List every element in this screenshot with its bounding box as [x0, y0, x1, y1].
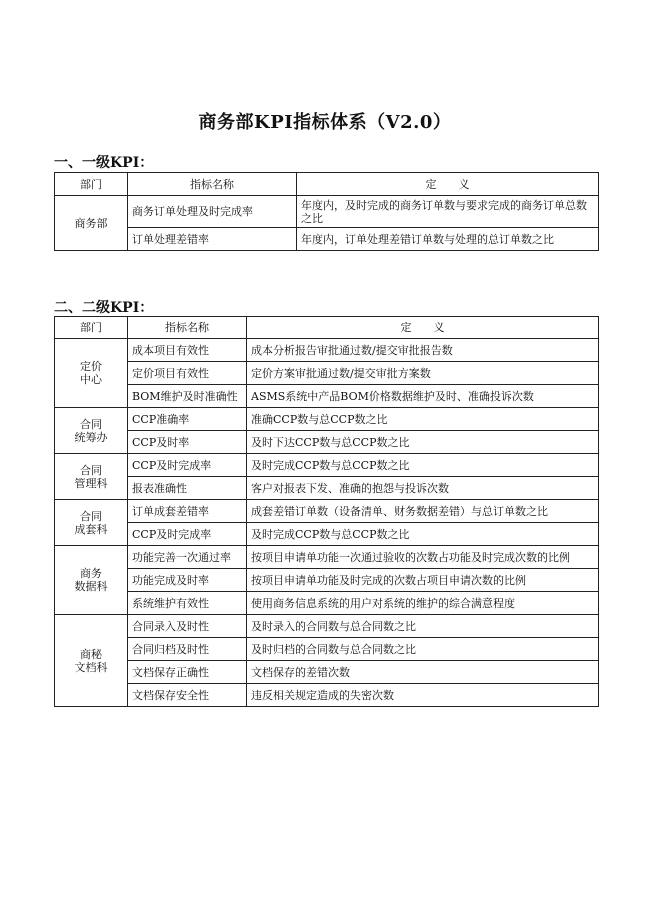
dept-cell: 商务 数据科: [55, 546, 128, 615]
table-row: [55, 592, 599, 615]
kpi-name-cell: 功能完成及时率: [128, 569, 247, 592]
table-row: [55, 196, 599, 228]
kpi-definition-cell: 成套差错订单数（设备清单、财务数据差错）与总订单数之比: [247, 500, 599, 523]
table-row: [55, 228, 599, 251]
kpi-definition-cell: 及时完成CCP数与总CCP数之比: [247, 454, 599, 477]
level-2-kpi-table: [54, 316, 599, 707]
table-header-row: [55, 173, 599, 196]
header-dept: 部门: [55, 173, 128, 196]
kpi-name-cell: CCP及时率: [128, 431, 247, 454]
table-row: [55, 385, 599, 408]
table-header-row: [55, 317, 599, 339]
table-row: [55, 477, 599, 500]
header-name: 指标名称: [128, 173, 297, 196]
kpi-name-cell: 文档保存安全性: [128, 684, 247, 707]
dept-cell: 商秘 文档科: [55, 615, 128, 707]
table-row: [55, 546, 599, 569]
kpi-definition-cell: 及时下达CCP数与总CCP数之比: [247, 431, 599, 454]
kpi-name-cell: 订单处理差错率: [128, 228, 297, 251]
kpi-name-cell: CCP准确率: [128, 408, 247, 431]
kpi-name-cell: 功能完善一次通过率: [128, 546, 247, 569]
kpi-name-cell: 商务订单处理及时完成率: [128, 196, 297, 228]
dept-cell: 合同 成套科: [55, 500, 128, 546]
level-1-kpi-table: [54, 172, 599, 251]
header-dept: 部门: [55, 317, 128, 339]
kpi-name-cell: 系统维护有效性: [128, 592, 247, 615]
kpi-definition-cell: 使用商务信息系统的用户对系统的维护的综合满意程度: [247, 592, 599, 615]
kpi-definition-cell: 及时归档的合同数与总合同数之比: [247, 638, 599, 661]
kpi-definition-cell: 成本分析报告审批通过数/提交审批报告数: [247, 339, 599, 362]
kpi-definition-cell: 准确CCP数与总CCP数之比: [247, 408, 599, 431]
kpi-name-cell: 合同录入及时性: [128, 615, 247, 638]
table-row: [55, 408, 599, 431]
dept-cell: 定价 中心: [55, 339, 128, 408]
table-row: [55, 339, 599, 362]
table-row: [55, 454, 599, 477]
dept-cell: 合同 统筹办: [55, 408, 128, 454]
section-1-heading: 一、一级KPI：: [54, 155, 154, 171]
header-name: 指标名称: [128, 317, 247, 339]
kpi-definition-cell: 及时完成CCP数与总CCP数之比: [247, 523, 599, 546]
table-row: [55, 500, 599, 523]
table-row: [55, 523, 599, 546]
kpi-name-cell: 成本项目有效性: [128, 339, 247, 362]
table-row: [55, 615, 599, 638]
kpi-name-cell: BOM维护及时准确性: [128, 385, 247, 408]
kpi-definition-cell: 按项目申请单功能及时完成的次数占项目申请次数的比例: [247, 569, 599, 592]
table-row: [55, 431, 599, 454]
kpi-definition-cell: 年度内，及时完成的商务订单数与要求完成的商务订单总数之比: [297, 196, 599, 228]
kpi-name-cell: 文档保存正确性: [128, 661, 247, 684]
page-title: 商务部KPI指标体系（V2.0）: [198, 112, 452, 133]
kpi-name-cell: CCP及时完成率: [128, 454, 247, 477]
kpi-name-cell: 订单成套差错率: [128, 500, 247, 523]
kpi-name-cell: 定价项目有效性: [128, 362, 247, 385]
table-row: [55, 661, 599, 684]
kpi-definition-cell: 文档保存的差错次数: [247, 661, 599, 684]
kpi-definition-cell: 年度内，订单处理差错订单数与处理的总订单数之比: [297, 228, 599, 251]
table-row: [55, 569, 599, 592]
table-row: [55, 362, 599, 385]
kpi-definition-cell: 定价方案审批通过数/提交审批方案数: [247, 362, 599, 385]
kpi-definition-cell: 按项目申请单功能一次通过验收的次数占功能及时完成次数的比例: [247, 546, 599, 569]
kpi-definition-cell: ASMS系统中产品BOM价格数据维护及时、准确投诉次数: [247, 385, 599, 408]
header-definition: 定 义: [297, 173, 599, 196]
kpi-name-cell: 合同归档及时性: [128, 638, 247, 661]
table-row: [55, 684, 599, 707]
dept-cell: 商务部: [55, 196, 128, 251]
kpi-definition-cell: 客户对报表下发、准确的抱怨与投诉次数: [247, 477, 599, 500]
kpi-name-cell: 报表准确性: [128, 477, 247, 500]
kpi-definition-cell: 及时录入的合同数与总合同数之比: [247, 615, 599, 638]
section-2-heading: 二、二级KPI：: [54, 300, 154, 316]
table-row: [55, 638, 599, 661]
kpi-definition-cell: 违反相关规定造成的失密次数: [247, 684, 599, 707]
header-definition: 定 义: [247, 317, 599, 339]
dept-cell: 合同 管理科: [55, 454, 128, 500]
kpi-name-cell: CCP及时完成率: [128, 523, 247, 546]
